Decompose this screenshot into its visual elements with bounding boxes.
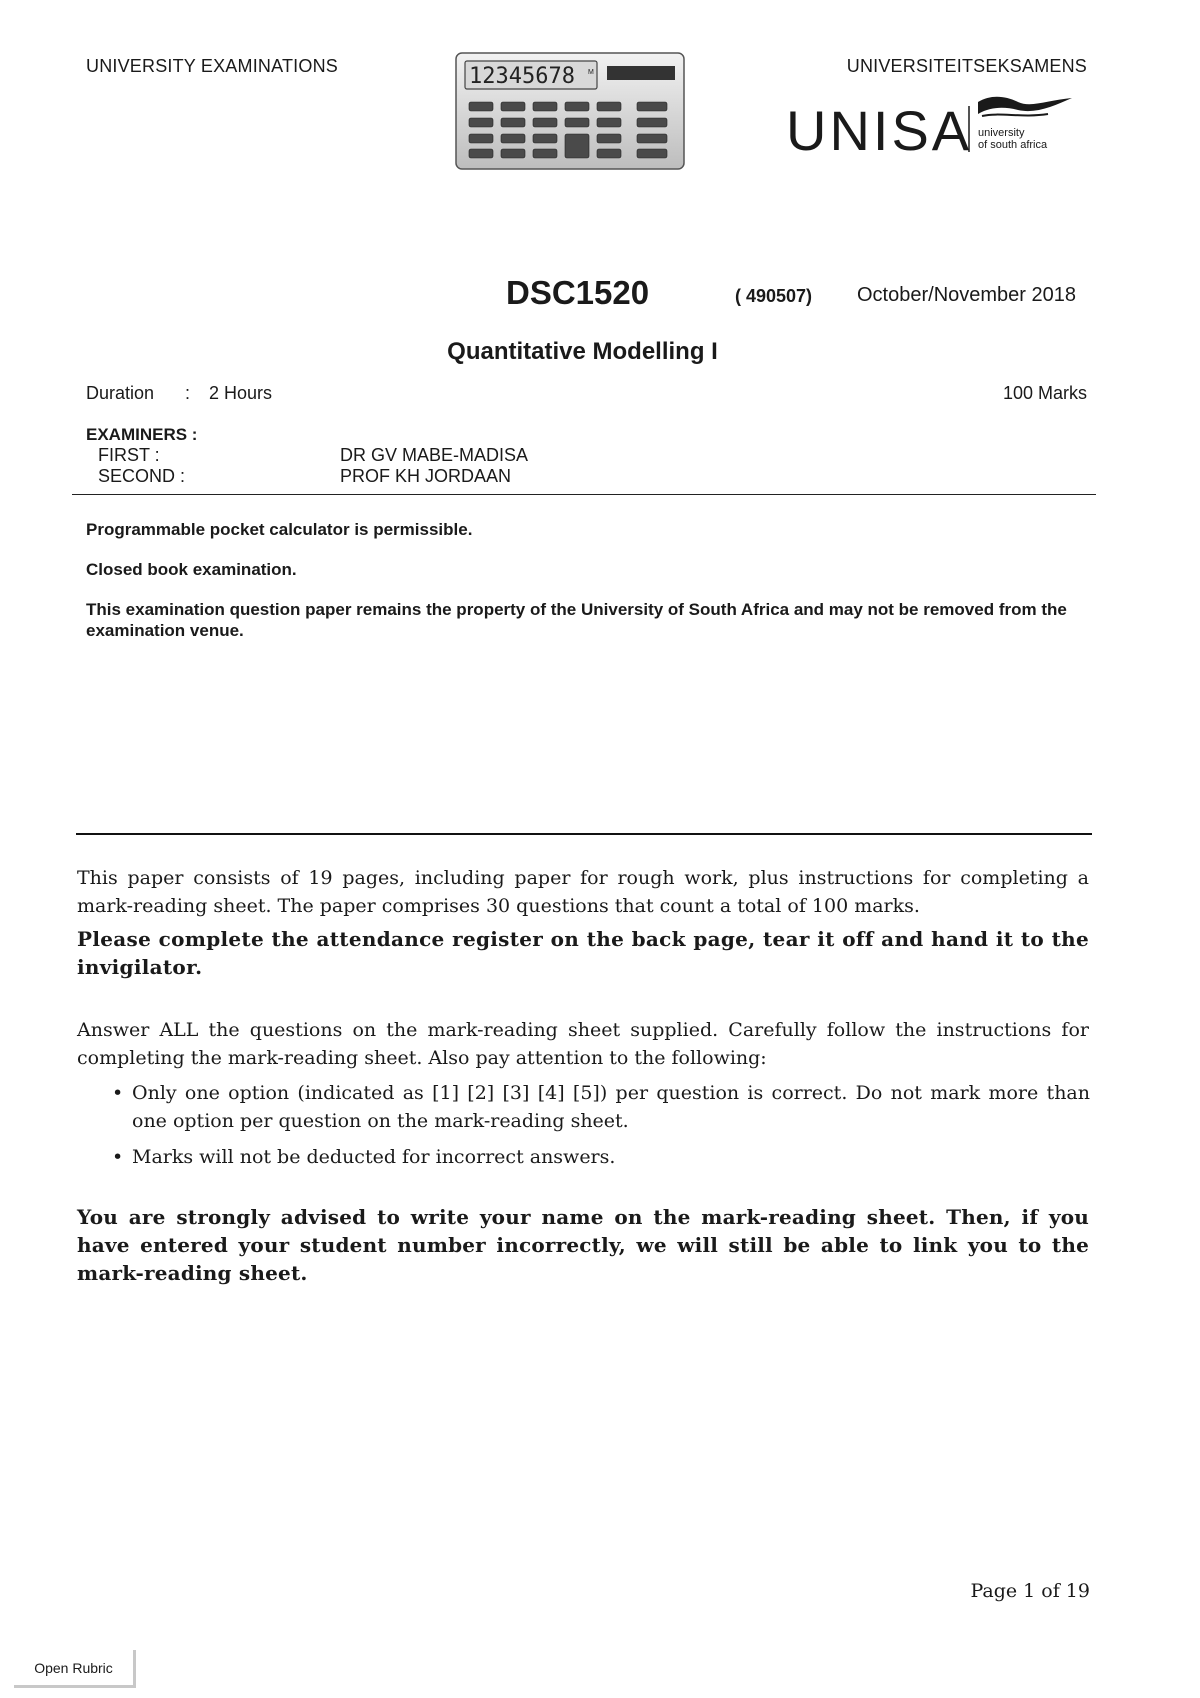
duration-label: Duration — [86, 383, 155, 403]
paper-number: ( 490507) — [735, 286, 813, 306]
note-calculator: Programmable pocket calculator is permissible. — [86, 520, 473, 539]
page-number: Page 1 of 19 — [970, 1580, 1090, 1602]
list-item — [112, 1079, 1090, 1135]
header-divider — [72, 494, 1096, 495]
paper-title: Quantitative Modelling I — [447, 338, 718, 365]
total-marks: 100 Marks — [1002, 383, 1087, 403]
instruction-bullets — [112, 1079, 1090, 1179]
paper-summary: This paper consists of 19 pages, including paper for rough work, plus instructions for completing a mark-reading sheet. The paper comprises 30 questions that count a total of 100 marks. — [77, 867, 1089, 917]
instructions-divider — [76, 833, 1092, 835]
note-closed-book: Closed book examination. — [86, 560, 297, 579]
calculator-image — [455, 52, 685, 170]
logo-sub-line1: university — [978, 127, 1025, 139]
name-advice: You are strongly advised to write your name on the mark-reading sheet. Then, if you have entered your student number incorrectly, we will still be able to link you to the mark-reading sheet. — [77, 1205, 1089, 1285]
bullet-icon: • — [112, 1082, 124, 1104]
header-left-title: UNIVERSITY EXAMINATIONS — [86, 56, 338, 76]
examiners-heading: EXAMINERS : — [86, 425, 198, 444]
logo-sub-line2: of south africa — [978, 139, 1048, 151]
course-code: DSC1520 — [506, 274, 650, 311]
calculator-display: 12345678 — [469, 64, 575, 89]
list-item — [112, 1143, 1090, 1171]
second-examiner-label: SECOND : — [98, 466, 186, 486]
duration-value: 2 Hours — [209, 383, 273, 403]
logo-word: UNISA — [786, 99, 973, 160]
attendance-instruction: Please complete the attendance register on the back page, tear it off and hand it to the invigilator. — [77, 927, 1089, 979]
note-property: This examination question paper remains the property of the University of South Africa and may not be removed from the examination venue. — [86, 600, 1067, 640]
first-examiner-label: FIRST : — [98, 445, 160, 465]
open-rubric-button[interactable]: Open Rubric — [14, 1650, 136, 1688]
bullet-text: Only one option (indicated as [1] [2] [3] [4] [5]) per question is correct. Do not mark more than one option per question on the mark-reading sheet. — [132, 1082, 1090, 1132]
answer-instruction: Answer ALL the questions on the mark-reading sheet supplied. Carefully follow the instructions for completing the mark-reading sheet. Also pay attention to the following: — [77, 1019, 1089, 1069]
duration-colon: : — [185, 383, 191, 403]
bullet-text: Marks will not be deducted for incorrect answers. — [132, 1146, 616, 1168]
second-examiner-name: PROF KH JORDAAN — [340, 466, 512, 486]
bullet-icon: • — [112, 1146, 124, 1168]
header-right-title: UNIVERSITEITSEKSAMENS — [846, 56, 1087, 76]
exam-period: October/November 2018 — [857, 284, 1077, 306]
unisa-logo — [786, 92, 1076, 160]
calculator-display-suffix: M — [588, 69, 594, 76]
first-examiner-name: DR GV MABE-MADISA — [340, 445, 529, 465]
